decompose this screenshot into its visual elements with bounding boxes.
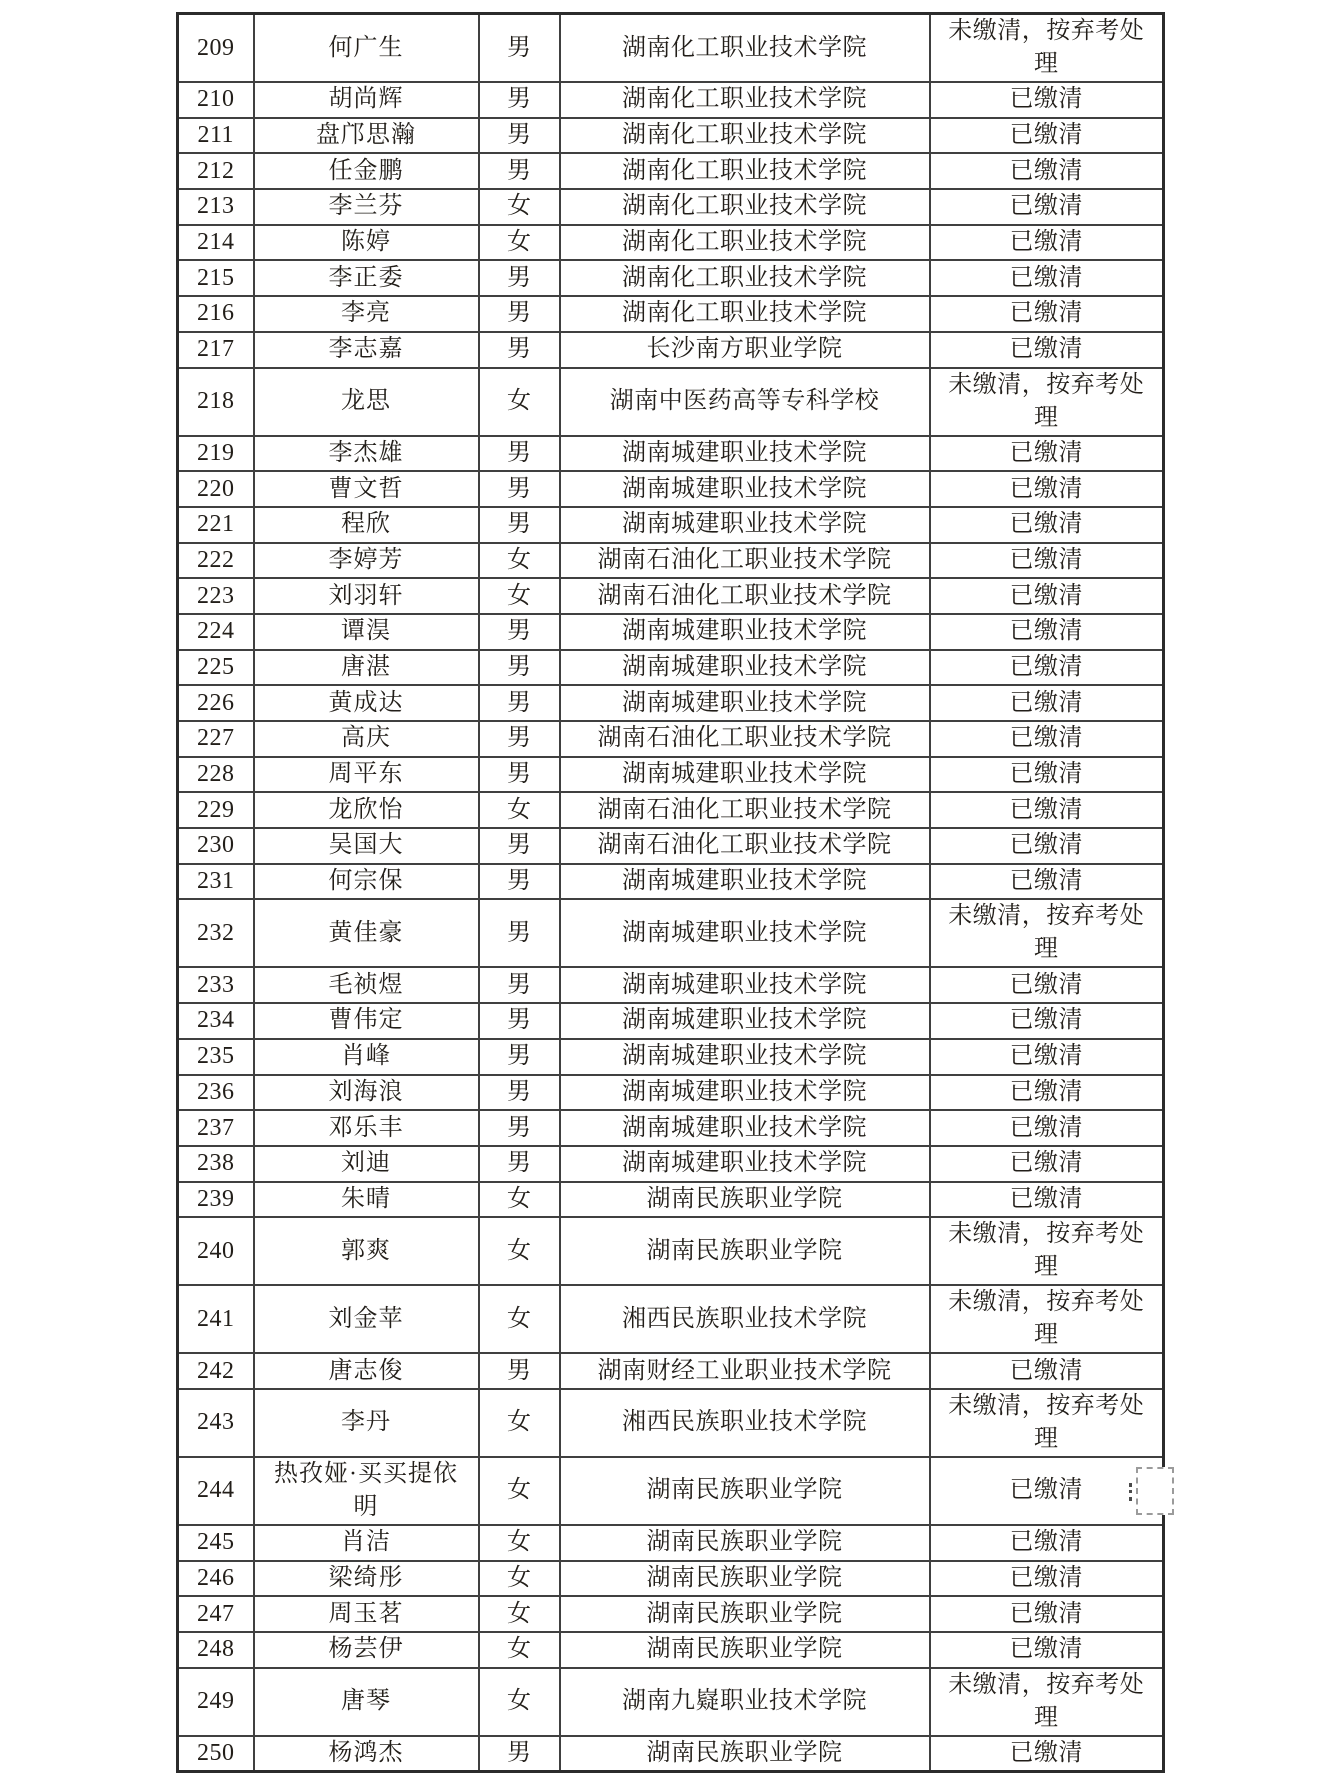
payment-status-cell: 已缴清 (930, 189, 1164, 225)
gender-cell: 男 (479, 507, 560, 543)
table-row (178, 1596, 1164, 1632)
student-name-cell: 李婷芳 (254, 543, 479, 579)
gender-cell: 男 (479, 1110, 560, 1146)
student-name-cell: 龙欣怡 (254, 792, 479, 828)
gender-cell: 女 (479, 1457, 560, 1525)
table-row (178, 118, 1164, 154)
payment-status-cell: 已缴清 (930, 471, 1164, 507)
row-number-cell: 234 (178, 1003, 254, 1039)
row-number-cell: 215 (178, 260, 254, 296)
student-name-cell: 黄成达 (254, 685, 479, 721)
payment-status-cell: 已缴清 (930, 828, 1164, 864)
table-row (178, 225, 1164, 261)
gender-cell: 男 (479, 1146, 560, 1182)
row-number-cell: 217 (178, 332, 254, 368)
student-name-cell: 刘羽轩 (254, 578, 479, 614)
student-name-cell: 周玉茗 (254, 1596, 479, 1632)
payment-status-cell: 未缴清，按弃考处理 (930, 14, 1164, 83)
gender-cell: 男 (479, 899, 560, 967)
payment-status-cell: 已缴清 (930, 1736, 1164, 1772)
gender-cell: 男 (479, 332, 560, 368)
student-name-cell: 郭爽 (254, 1217, 479, 1285)
row-number-cell: 233 (178, 967, 254, 1003)
student-name-cell: 梁绮彤 (254, 1561, 479, 1597)
payment-status-cell: 已缴清 (930, 296, 1164, 332)
gender-cell: 女 (479, 1561, 560, 1597)
table-row (178, 1003, 1164, 1039)
school-cell: 湖南九嶷职业技术学院 (560, 1668, 930, 1736)
row-number-cell: 224 (178, 614, 254, 650)
student-name-cell: 曹文哲 (254, 471, 479, 507)
gender-cell: 女 (479, 1182, 560, 1218)
school-cell: 湖南化工职业技术学院 (560, 153, 930, 189)
payment-status-cell: 已缴清 (930, 260, 1164, 296)
roster-body (178, 14, 1164, 1772)
gender-cell: 女 (479, 543, 560, 579)
table-row (178, 1075, 1164, 1111)
table-row (178, 757, 1164, 793)
student-name-cell: 李杰雄 (254, 436, 479, 472)
student-name-cell: 邓乐丰 (254, 1110, 479, 1146)
payment-status-cell: 已缴清 (930, 1075, 1164, 1111)
gender-cell: 男 (479, 614, 560, 650)
gender-cell: 男 (479, 757, 560, 793)
gender-cell: 女 (479, 1389, 560, 1457)
school-cell: 湖南民族职业学院 (560, 1457, 930, 1525)
student-name-cell: 刘海浪 (254, 1075, 479, 1111)
student-name-cell: 唐志俊 (254, 1353, 479, 1389)
student-name-cell: 龙思 (254, 368, 479, 436)
student-name-cell: 肖峰 (254, 1039, 479, 1075)
payment-status-cell: 已缴清 (930, 1457, 1164, 1525)
payment-status-cell: 已缴清 (930, 436, 1164, 472)
table-row (178, 82, 1164, 118)
gender-cell: 女 (479, 189, 560, 225)
payment-status-cell: 已缴清 (930, 1110, 1164, 1146)
table-row (178, 332, 1164, 368)
row-number-cell: 229 (178, 792, 254, 828)
school-cell: 湖南城建职业技术学院 (560, 507, 930, 543)
row-number-cell: 228 (178, 757, 254, 793)
row-number-cell: 236 (178, 1075, 254, 1111)
payment-status-cell: 未缴清，按弃考处理 (930, 1217, 1164, 1285)
table-row (178, 436, 1164, 472)
table-row (178, 614, 1164, 650)
table-row (178, 296, 1164, 332)
table-row (178, 685, 1164, 721)
table-row (178, 578, 1164, 614)
school-cell: 湖南化工职业技术学院 (560, 118, 930, 154)
payment-status-cell: 已缴清 (930, 153, 1164, 189)
row-number-cell: 230 (178, 828, 254, 864)
payment-status-cell: 已缴清 (930, 82, 1164, 118)
payment-status-cell: 已缴清 (930, 614, 1164, 650)
gender-cell: 男 (479, 1039, 560, 1075)
school-cell: 湘西民族职业技术学院 (560, 1389, 930, 1457)
school-cell: 湖南石油化工职业技术学院 (560, 721, 930, 757)
school-cell: 湖南民族职业学院 (560, 1525, 930, 1561)
gender-cell: 女 (479, 368, 560, 436)
school-cell: 湖南民族职业学院 (560, 1596, 930, 1632)
row-number-cell: 249 (178, 1668, 254, 1736)
payment-status-cell: 已缴清 (930, 578, 1164, 614)
school-cell: 湖南化工职业技术学院 (560, 260, 930, 296)
row-number-cell: 220 (178, 471, 254, 507)
row-number-cell: 238 (178, 1146, 254, 1182)
gender-cell: 女 (479, 1596, 560, 1632)
gender-cell: 女 (479, 1285, 560, 1353)
row-number-cell: 225 (178, 650, 254, 686)
table-row (178, 543, 1164, 579)
school-cell: 湖南城建职业技术学院 (560, 1039, 930, 1075)
gender-cell: 男 (479, 471, 560, 507)
payment-status-cell: 未缴清，按弃考处理 (930, 1389, 1164, 1457)
school-cell: 湖南化工职业技术学院 (560, 189, 930, 225)
table-row (178, 1217, 1164, 1285)
student-name-cell: 刘金苹 (254, 1285, 479, 1353)
table-row (178, 721, 1164, 757)
school-cell: 湖南民族职业学院 (560, 1561, 930, 1597)
gender-cell: 男 (479, 260, 560, 296)
row-number-cell: 235 (178, 1039, 254, 1075)
gender-cell: 男 (479, 650, 560, 686)
row-number-cell: 231 (178, 864, 254, 900)
payment-status-cell: 已缴清 (930, 650, 1164, 686)
table-row (178, 650, 1164, 686)
school-cell: 湖南城建职业技术学院 (560, 1075, 930, 1111)
row-number-cell: 227 (178, 721, 254, 757)
table-row (178, 471, 1164, 507)
table-row (178, 1457, 1164, 1525)
student-name-cell: 唐琴 (254, 1668, 479, 1736)
student-name-cell: 刘迪 (254, 1146, 479, 1182)
student-name-cell: 李亮 (254, 296, 479, 332)
school-cell: 湖南石油化工职业技术学院 (560, 828, 930, 864)
row-number-cell: 223 (178, 578, 254, 614)
gender-cell: 男 (479, 828, 560, 864)
school-cell: 湖南城建职业技术学院 (560, 471, 930, 507)
student-name-cell: 何广生 (254, 14, 479, 83)
gender-cell: 男 (479, 436, 560, 472)
student-name-cell: 热孜娅·买买提依明 (254, 1457, 479, 1525)
gender-cell: 男 (479, 1075, 560, 1111)
school-cell: 湖南财经工业职业技术学院 (560, 1353, 930, 1389)
school-cell: 湖南化工职业技术学院 (560, 296, 930, 332)
row-number-cell: 226 (178, 685, 254, 721)
gender-cell: 女 (479, 1217, 560, 1285)
payment-status-cell: 已缴清 (930, 1561, 1164, 1597)
table-row (178, 153, 1164, 189)
student-name-cell: 李兰芬 (254, 189, 479, 225)
school-cell: 湖南城建职业技术学院 (560, 685, 930, 721)
table-row (178, 1525, 1164, 1561)
table-row (178, 828, 1164, 864)
school-cell: 湖南石油化工职业技术学院 (560, 543, 930, 579)
school-cell: 湖南城建职业技术学院 (560, 1110, 930, 1146)
table-row (178, 1039, 1164, 1075)
student-name-cell: 李丹 (254, 1389, 479, 1457)
row-number-cell: 244 (178, 1457, 254, 1525)
gender-cell: 男 (479, 1003, 560, 1039)
table-row (178, 1668, 1164, 1736)
payment-status-cell: 已缴清 (930, 1353, 1164, 1389)
payment-roster-table (176, 12, 1165, 1773)
row-number-cell: 216 (178, 296, 254, 332)
gender-cell: 女 (479, 1632, 560, 1668)
student-name-cell: 吴国大 (254, 828, 479, 864)
gender-cell: 男 (479, 721, 560, 757)
row-number-cell: 240 (178, 1217, 254, 1285)
table-row (178, 260, 1164, 296)
row-number-cell: 214 (178, 225, 254, 261)
gender-cell: 男 (479, 14, 560, 83)
payment-status-cell: 未缴清，按弃考处理 (930, 368, 1164, 436)
school-cell: 湖南民族职业学院 (560, 1217, 930, 1285)
table-row (178, 189, 1164, 225)
table-row (178, 1146, 1164, 1182)
school-cell: 湖南化工职业技术学院 (560, 14, 930, 83)
row-number-cell: 237 (178, 1110, 254, 1146)
student-name-cell: 李志嘉 (254, 332, 479, 368)
payment-status-cell: 未缴清，按弃考处理 (930, 1285, 1164, 1353)
school-cell: 湖南城建职业技术学院 (560, 650, 930, 686)
row-number-cell: 209 (178, 14, 254, 83)
row-number-cell: 221 (178, 507, 254, 543)
row-number-cell: 250 (178, 1736, 254, 1772)
payment-status-cell: 已缴清 (930, 757, 1164, 793)
school-cell: 湖南城建职业技术学院 (560, 614, 930, 650)
school-cell: 湖南城建职业技术学院 (560, 1146, 930, 1182)
table-row (178, 792, 1164, 828)
payment-status-cell: 已缴清 (930, 864, 1164, 900)
gender-cell: 男 (479, 153, 560, 189)
row-number-cell: 210 (178, 82, 254, 118)
payment-status-cell: 已缴清 (930, 225, 1164, 261)
student-name-cell: 朱晴 (254, 1182, 479, 1218)
gender-cell: 女 (479, 792, 560, 828)
student-name-cell: 胡尚辉 (254, 82, 479, 118)
school-cell: 湖南民族职业学院 (560, 1182, 930, 1218)
student-name-cell: 高庆 (254, 721, 479, 757)
table-row (178, 899, 1164, 967)
payment-status-cell: 已缴清 (930, 118, 1164, 154)
school-cell: 湖南城建职业技术学院 (560, 1003, 930, 1039)
school-cell: 湖南城建职业技术学院 (560, 436, 930, 472)
gender-cell: 女 (479, 578, 560, 614)
gender-cell: 男 (479, 118, 560, 154)
clipping-artifact-box (1136, 1467, 1174, 1515)
student-name-cell: 杨芸伊 (254, 1632, 479, 1668)
table-row (178, 1182, 1164, 1218)
table-row (178, 507, 1164, 543)
school-cell: 湖南化工职业技术学院 (560, 82, 930, 118)
payment-status-cell: 已缴清 (930, 507, 1164, 543)
gender-cell: 女 (479, 1668, 560, 1736)
table-row (178, 1353, 1164, 1389)
payment-status-cell: 已缴清 (930, 685, 1164, 721)
table-row (178, 1561, 1164, 1597)
payment-status-cell: 已缴清 (930, 1182, 1164, 1218)
payment-status-cell: 未缴清，按弃考处理 (930, 1668, 1164, 1736)
gender-cell: 男 (479, 967, 560, 1003)
payment-status-cell: 已缴清 (930, 1146, 1164, 1182)
student-name-cell: 何宗保 (254, 864, 479, 900)
student-name-cell: 唐湛 (254, 650, 479, 686)
student-name-cell: 周平东 (254, 757, 479, 793)
table-row (178, 1736, 1164, 1772)
school-cell: 湖南城建职业技术学院 (560, 899, 930, 967)
school-cell: 湖南化工职业技术学院 (560, 225, 930, 261)
student-name-cell: 杨鸿杰 (254, 1736, 479, 1772)
payment-status-cell: 已缴清 (930, 721, 1164, 757)
gender-cell: 男 (479, 864, 560, 900)
student-name-cell: 李正委 (254, 260, 479, 296)
row-number-cell: 213 (178, 189, 254, 225)
table-row (178, 1389, 1164, 1457)
school-cell: 湘西民族职业技术学院 (560, 1285, 930, 1353)
table-row (178, 864, 1164, 900)
table-row (178, 967, 1164, 1003)
gender-cell: 女 (479, 225, 560, 261)
school-cell: 湖南城建职业技术学院 (560, 967, 930, 1003)
row-number-cell: 212 (178, 153, 254, 189)
school-cell: 湖南城建职业技术学院 (560, 757, 930, 793)
student-name-cell: 黄佳豪 (254, 899, 479, 967)
row-number-cell: 248 (178, 1632, 254, 1668)
row-number-cell: 218 (178, 368, 254, 436)
school-cell: 湖南中医药高等专科学校 (560, 368, 930, 436)
gender-cell: 男 (479, 1353, 560, 1389)
payment-status-cell: 已缴清 (930, 1003, 1164, 1039)
school-cell: 长沙南方职业学院 (560, 332, 930, 368)
row-number-cell: 232 (178, 899, 254, 967)
table-row (178, 14, 1164, 83)
school-cell: 湖南民族职业学院 (560, 1632, 930, 1668)
payment-status-cell: 已缴清 (930, 1525, 1164, 1561)
student-name-cell: 任金鹏 (254, 153, 479, 189)
gender-cell: 男 (479, 1736, 560, 1772)
row-number-cell: 222 (178, 543, 254, 579)
student-name-cell: 谭淏 (254, 614, 479, 650)
payment-status-cell: 已缴清 (930, 792, 1164, 828)
school-cell: 湖南城建职业技术学院 (560, 864, 930, 900)
student-name-cell: 毛祯煜 (254, 967, 479, 1003)
row-number-cell: 245 (178, 1525, 254, 1561)
student-name-cell: 肖洁 (254, 1525, 479, 1561)
row-number-cell: 239 (178, 1182, 254, 1218)
payment-status-cell: 已缴清 (930, 1596, 1164, 1632)
student-name-cell: 曹伟定 (254, 1003, 479, 1039)
payment-status-cell: 已缴清 (930, 543, 1164, 579)
gender-cell: 男 (479, 685, 560, 721)
table-row (178, 368, 1164, 436)
school-cell: 湖南石油化工职业技术学院 (560, 578, 930, 614)
gender-cell: 男 (479, 296, 560, 332)
row-number-cell: 246 (178, 1561, 254, 1597)
row-number-cell: 211 (178, 118, 254, 154)
school-cell: 湖南石油化工职业技术学院 (560, 792, 930, 828)
student-name-cell: 盘邝思瀚 (254, 118, 479, 154)
payment-status-cell: 未缴清，按弃考处理 (930, 899, 1164, 967)
payment-status-cell: 已缴清 (930, 967, 1164, 1003)
row-number-cell: 247 (178, 1596, 254, 1632)
table-row (178, 1285, 1164, 1353)
gender-cell: 男 (479, 82, 560, 118)
school-cell: 湖南民族职业学院 (560, 1736, 930, 1772)
table-row (178, 1110, 1164, 1146)
gender-cell: 女 (479, 1525, 560, 1561)
row-number-cell: 219 (178, 436, 254, 472)
student-name-cell: 陈婷 (254, 225, 479, 261)
payment-status-cell: 已缴清 (930, 1632, 1164, 1668)
table-row (178, 1632, 1164, 1668)
row-number-cell: 243 (178, 1389, 254, 1457)
student-name-cell: 程欣 (254, 507, 479, 543)
row-number-cell: 242 (178, 1353, 254, 1389)
payment-status-cell: 已缴清 (930, 1039, 1164, 1075)
payment-status-cell: 已缴清 (930, 332, 1164, 368)
row-number-cell: 241 (178, 1285, 254, 1353)
